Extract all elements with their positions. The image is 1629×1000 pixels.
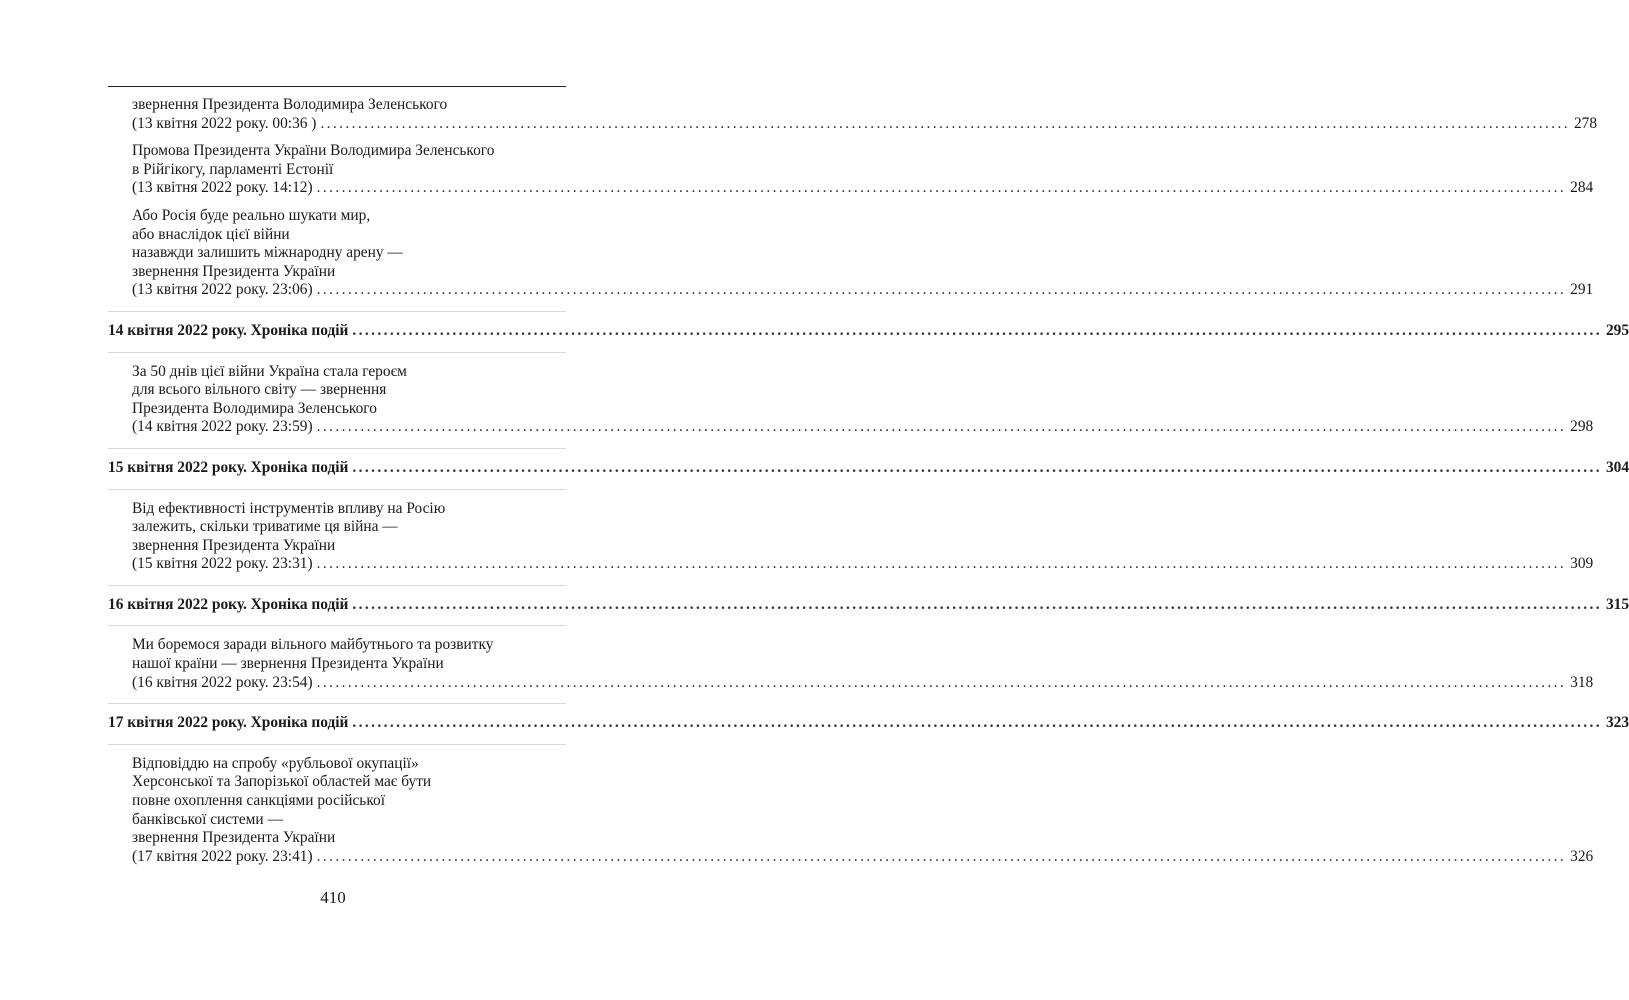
dot-leader: ........................................................................................................................................................................................................ xyxy=(316,418,1567,436)
section-divider xyxy=(108,311,566,312)
toc-entry-line: або внаслідок цієї війни xyxy=(132,225,290,243)
toc-entry-leader-line xyxy=(132,555,1594,574)
toc-page-ref: 304 xyxy=(1605,458,1629,476)
toc-page-ref: 323 xyxy=(1605,714,1629,732)
toc-entry-leader-line xyxy=(132,418,1594,437)
dot-leader: ........................................................................................................................................................................................................ xyxy=(352,714,1602,732)
toc-section-heading[interactable] xyxy=(108,595,1629,615)
toc-page-ref: 309 xyxy=(1570,555,1594,573)
toc-entry-line: повне охоплення санкціями російської xyxy=(132,792,385,810)
toc-entry-date: (15 квітня 2022 року. 23:31) xyxy=(132,555,313,573)
dot-leader: ........................................................................................................................................................................................................ xyxy=(352,321,1602,339)
section-divider xyxy=(108,352,566,353)
toc-entry-line: Промова Президента України Володимира Зеленського xyxy=(132,142,495,160)
toc-entry-leader-line xyxy=(132,114,1598,134)
toc-entry-date: (13 квітня 2022 року. 00:36 ) xyxy=(132,114,317,132)
toc-section-heading[interactable] xyxy=(108,321,1629,341)
toc-page-ref: 326 xyxy=(1570,847,1594,865)
toc-entry-line: Відповіддю на спробу «рубльової окупації» xyxy=(132,754,419,772)
toc-entry-date: (13 квітня 2022 року. 14:12) xyxy=(132,179,313,197)
dot-leader: ........................................................................................................................................................................................................ xyxy=(320,114,1570,132)
toc-heading-text: 17 квітня 2022 року. Хроніка подій xyxy=(108,714,349,732)
toc-page-ref: 278 xyxy=(1573,114,1598,132)
toc-entry[interactable] xyxy=(108,499,1594,574)
toc-entry[interactable] xyxy=(108,142,1594,198)
toc-entry-leader-line xyxy=(132,281,1594,300)
toc-entry-leader-line xyxy=(108,458,1629,478)
section-divider xyxy=(108,703,566,704)
toc-entry-line: звернення Президента України xyxy=(132,829,336,847)
toc-section-heading[interactable] xyxy=(108,458,1629,478)
toc-entry-line: назавжди залишить міжнародну арену — xyxy=(132,244,403,262)
toc-entry-line: Ми боремося заради вільного майбутнього та розвитку xyxy=(132,636,494,654)
toc-entry-line: Від ефективності інструментів впливу на Росію xyxy=(132,499,446,517)
dot-leader: ........................................................................................................................................................................................................ xyxy=(316,673,1567,691)
toc-entry-line: залежить, скільки триватиме ця війна — xyxy=(132,518,398,536)
toc-entry-line: банківської системи — xyxy=(132,810,283,828)
dot-leader: ........................................................................................................................................................................................................ xyxy=(316,847,1567,865)
toc-entry-date: (16 квітня 2022 року. 23:54) xyxy=(132,673,313,691)
toc-entry-line: За 50 днів цієї війни Україна стала героєм xyxy=(132,362,407,380)
toc-entry-leader-line xyxy=(108,595,1629,615)
toc-page-ref: 315 xyxy=(1605,595,1629,613)
section-divider xyxy=(108,585,566,586)
dot-leader: ........................................................................................................................................................................................................ xyxy=(316,281,1567,299)
toc-page-ref: 295 xyxy=(1605,321,1629,339)
toc-page-ref: 318 xyxy=(1570,673,1594,691)
section-divider xyxy=(108,625,566,626)
toc-entry[interactable] xyxy=(108,636,1594,692)
toc-heading-text: 15 квітня 2022 року. Хроніка подій xyxy=(108,458,349,476)
dot-leader: ........................................................................................................................................................................................................ xyxy=(352,595,1602,613)
page-number: 410 xyxy=(320,888,346,907)
toc-entry-line: Президента Володимира Зеленського xyxy=(132,399,377,417)
dot-leader: ........................................................................................................................................................................................................ xyxy=(352,458,1602,476)
toc-page-ref: 284 xyxy=(1570,179,1594,197)
toc-section-heading[interactable] xyxy=(108,714,1629,733)
section-divider xyxy=(108,744,566,745)
toc-entry-date: (17 квітня 2022 року. 23:41) xyxy=(132,847,313,865)
toc-entry-line: звернення Президента Володимира Зеленського xyxy=(132,96,448,113)
toc-entry-line: для всього вільного світу — звернення xyxy=(132,381,387,399)
toc-entry-line: в Рійгікогу, парламенті Естонії xyxy=(132,160,334,178)
toc-entry-leader-line xyxy=(132,673,1594,693)
toc-entry[interactable] xyxy=(108,362,1594,437)
toc-entry-line: звернення Президента України xyxy=(132,536,336,554)
toc-entry-leader-line xyxy=(108,714,1629,733)
toc-entry-date: (13 квітня 2022 року. 23:06) xyxy=(132,281,313,299)
toc-entry-line: Або Росія буде реально шукати мир, xyxy=(132,206,371,224)
toc-entry-leader-line xyxy=(108,321,1629,341)
section-divider xyxy=(108,448,566,449)
dot-leader: ........................................................................................................................................................................................................ xyxy=(316,555,1567,573)
toc-page-ref: 291 xyxy=(1570,281,1594,299)
toc-heading-text: 16 квітня 2022 року. Хроніка подій xyxy=(108,595,349,613)
toc-entry[interactable] xyxy=(108,206,1594,300)
toc-entry-leader-line xyxy=(132,847,1594,867)
toc-entry-line: нашої країни — звернення Президента України xyxy=(132,655,444,673)
dot-leader: ........................................................................................................................................................................................................ xyxy=(316,179,1567,197)
table-of-contents xyxy=(108,96,1629,866)
toc-entry[interactable] xyxy=(108,96,1598,133)
section-divider xyxy=(108,489,566,490)
toc-page-ref: 298 xyxy=(1570,418,1594,436)
toc-entry[interactable] xyxy=(108,754,1594,867)
top-rule xyxy=(108,86,566,87)
toc-heading-text: 14 квітня 2022 року. Хроніка подій xyxy=(108,321,349,339)
toc-entry-line: Херсонської та Запорізької областей має бути xyxy=(132,773,432,791)
toc-entry-leader-line xyxy=(132,179,1594,198)
toc-entry-line: звернення Президента України xyxy=(132,262,336,280)
toc-entry-date: (14 квітня 2022 року. 23:59) xyxy=(132,418,313,436)
